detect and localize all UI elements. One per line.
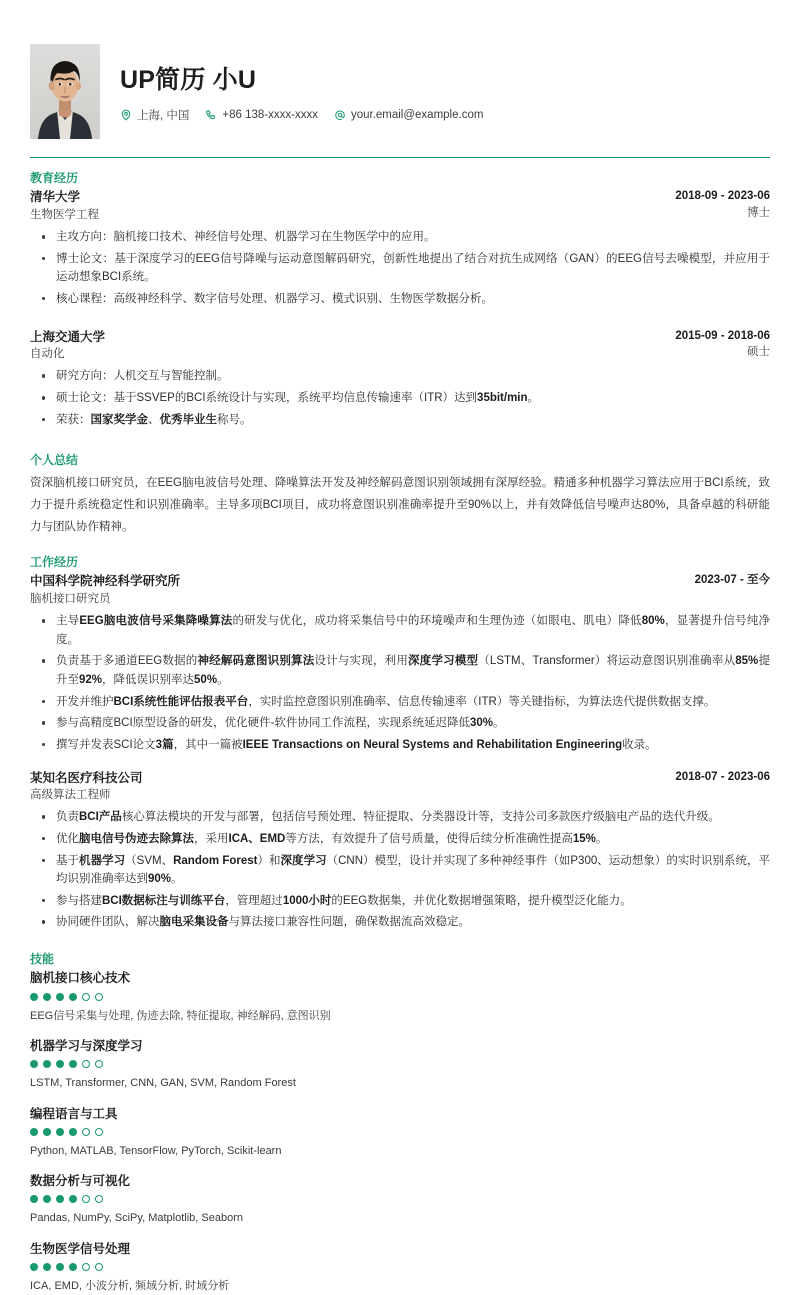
work-org: 中国科学院神经科学研究所 <box>30 574 181 589</box>
list-item: 主导EEG脑电波信号采集降噪算法的研发与优化，成功将采集信号中的环境噪声和生理伪迹（如眼电、肌电）降低80%，显著提升信号纯净度。 <box>30 612 770 649</box>
education-bullets <box>30 228 770 309</box>
dot-filled <box>43 1263 51 1271</box>
contact-list <box>120 107 770 123</box>
work-entry <box>30 572 770 754</box>
education-major: 自动化 <box>30 347 65 360</box>
section-title-summary: 个人总结 <box>30 453 79 468</box>
list-item: 负责基于多通道EEG数据的神经解码意图识别算法设计与实现，利用深度学习模型（LSTM、Transformer）将运动意图识别准确率从85%提升至92%，降低误识别率达50%。 <box>30 652 770 689</box>
list-item: 参与搭建BCI数据标注与训练平台，管理超过1000小时的EEG数据集，并优化数据增强策略，提升模型泛化能力。 <box>30 892 770 911</box>
dot-empty <box>82 1060 90 1068</box>
education-degree: 博士 <box>747 207 770 220</box>
work-bullets <box>30 612 770 754</box>
list-item: 优化脑电信号伪迹去除算法，采用ICA、EMD等方法，有效提升了信号质量，使得后续分析准确性提高15%。 <box>30 830 770 849</box>
dot-filled <box>69 1128 77 1136</box>
work-role: 脑机接口研究员 <box>30 592 111 605</box>
section-title-work: 工作经历 <box>30 554 79 569</box>
skill-detail: Pandas, NumPy, SciPy, Matplotlib, Seaborn <box>30 1212 243 1225</box>
list-item: 参与高精度BCI原型设备的研发，优化硬件-软件协同工作流程，实现系统延迟降低30%。 <box>30 714 770 733</box>
work-date: 2018-07 - 2023-06 <box>675 770 770 783</box>
dot-filled <box>56 1060 64 1068</box>
contact-email-text: your.email@example.com <box>350 108 484 121</box>
dot-filled <box>56 1128 64 1136</box>
dot-empty <box>95 1128 103 1136</box>
skill-name: 数据分析与可视化 <box>30 1174 131 1189</box>
dot-empty <box>95 993 103 1001</box>
dot-empty <box>95 1060 103 1068</box>
education-entry <box>30 188 770 308</box>
dot-filled <box>30 1195 38 1203</box>
skill-item <box>30 1105 770 1160</box>
section-title-education: 教育经历 <box>30 171 79 185</box>
skill-name: 脑机接口核心技术 <box>30 971 131 986</box>
skill-name: 编程语言与工具 <box>30 1106 118 1121</box>
skill-name: 机器学习与深度学习 <box>30 1039 143 1054</box>
dot-empty <box>95 1195 103 1203</box>
dot-filled <box>69 1263 77 1271</box>
education-org: 清华大学 <box>30 190 81 205</box>
dot-empty <box>95 1263 103 1271</box>
education-major: 生物医学工程 <box>30 208 99 221</box>
dot-filled <box>30 1128 38 1136</box>
education-bullets <box>30 367 770 429</box>
skill-detail: Python, MATLAB, TensorFlow, PyTorch, Scikit-learn <box>30 1144 282 1157</box>
page-title: UP简历 小U <box>120 65 257 94</box>
contact-email <box>334 109 483 121</box>
contact-phone <box>205 109 318 121</box>
dot-filled <box>43 1060 51 1068</box>
education-date: 2015-09 - 2018-06 <box>675 329 770 342</box>
dot-filled <box>69 993 77 1001</box>
skill-level-dots <box>30 1195 770 1203</box>
work-role: 高级算法工程师 <box>30 788 111 801</box>
education-date: 2018-09 - 2023-06 <box>675 190 770 203</box>
skill-item <box>30 1240 770 1295</box>
skill-item <box>30 969 770 1024</box>
list-item: 协同硬件团队，解决脑电采集设备与算法接口兼容性问题，确保数据流高效稳定。 <box>30 913 770 932</box>
skill-name: 生物医学信号处理 <box>30 1241 131 1256</box>
location-pin-icon <box>120 109 132 121</box>
list-item: 基于机器学习（SVM、Random Forest）和深度学习（CNN）模型，设计并实现了多种神经事件（如P300、运动想象）的实时识别系统，平均识别准确率达到90%。 <box>30 852 770 889</box>
skill-item <box>30 1037 770 1092</box>
list-item: 主攻方向：脑机接口技术、神经信号处理、机器学习在生物医学中的应用。 <box>30 228 770 247</box>
work-org: 某知名医疗科技公司 <box>30 770 143 785</box>
skill-detail: LSTM, Transformer, CNN, GAN, SVM, Random Forest <box>30 1077 296 1090</box>
contact-phone-text: +86 138-xxxx-xxxx <box>222 108 318 121</box>
list-item: 研究方向：人机交互与智能控制。 <box>30 367 770 386</box>
dot-filled <box>30 1060 38 1068</box>
list-item: 撰写并发表SCI论文3篇，其中一篇被IEEE Transactions on Neural Systems and Rehabilitation Engineering收录。 <box>30 736 770 755</box>
resume-header <box>22 34 778 153</box>
work-date: 2023-07 - 至今 <box>694 574 770 587</box>
contact-location-text: 上海, 中国 <box>137 109 190 122</box>
header-divider <box>30 157 770 158</box>
dot-filled <box>56 1263 64 1271</box>
avatar <box>30 44 100 139</box>
summary-text: 资深脑机接口研究员，在EEG脑电波信号处理、降噪算法开发及神经解码意图识别领域拥有深厚经验。精通多种机器学习算法应用于BCI系统，致力于提升系统稳定性和识别准确率。主导多项BCI项目，成功将意图识别准确率提升至90%以上，并有效降低信号噪声达80%，具备卓越的科研能力与团队协作精神。 <box>30 476 770 533</box>
dot-filled <box>43 1128 51 1136</box>
skill-detail: EEG信号采集与处理, 伪迹去除, 特征提取, 神经解码, 意图识别 <box>30 1009 331 1022</box>
skill-level-dots <box>30 993 770 1001</box>
section-summary <box>22 452 778 538</box>
skill-item <box>30 1172 770 1227</box>
dot-empty <box>82 993 90 1001</box>
education-degree: 硕士 <box>747 346 770 359</box>
dot-empty <box>82 1195 90 1203</box>
skill-level-dots <box>30 1263 770 1271</box>
section-skills <box>22 951 778 1295</box>
skill-level-dots <box>30 1128 770 1136</box>
list-item: 开发并维护BCI系统性能评估报表平台，实时监控意图识别准确率、信息传输速率（ITR）等关键指标，为算法迭代提供数据支撑。 <box>30 693 770 712</box>
skill-level-dots <box>30 1060 770 1068</box>
dot-filled <box>43 993 51 1001</box>
list-item: 博士论文：基于深度学习的EEG信号降噪与运动意图解码研究，创新性地提出了结合对抗生成网络（GAN）的EEG信号去噪模型，并应用于运动想象BCI系统。 <box>30 250 770 287</box>
dot-empty <box>82 1263 90 1271</box>
section-title-skills: 技能 <box>30 952 55 967</box>
dot-filled <box>56 993 64 1001</box>
dot-filled <box>43 1195 51 1203</box>
education-entry <box>30 328 770 430</box>
list-item: 荣获：国家奖学金、优秀毕业生称号。 <box>30 411 770 430</box>
dot-filled <box>69 1195 77 1203</box>
section-work <box>22 554 778 932</box>
dot-filled <box>30 993 38 1001</box>
contact-location <box>120 107 189 123</box>
section-education <box>22 170 778 429</box>
header-text <box>120 61 770 123</box>
work-entry <box>30 769 770 933</box>
work-bullets <box>30 808 770 932</box>
dot-empty <box>82 1128 90 1136</box>
list-item: 负责BCI产品核心算法模块的开发与部署，包括信号预处理、特征提取、分类器设计等，支持公司多款医疗级脑电产品的迭代升级。 <box>30 808 770 827</box>
dot-filled <box>56 1195 64 1203</box>
phone-icon <box>205 109 217 121</box>
list-item: 硕士论文：基于SSVEP的BCI系统设计与实现，系统平均信息传输速率（ITR）达到35bit/min。 <box>30 389 770 408</box>
dot-filled <box>69 1060 77 1068</box>
dot-filled <box>30 1263 38 1271</box>
email-at-icon <box>334 109 346 121</box>
list-item: 核心课程：高级神经科学、数字信号处理、机器学习、模式识别、生物医学数据分析。 <box>30 290 770 309</box>
education-org: 上海交通大学 <box>30 329 106 344</box>
skill-detail: ICA, EMD, 小波分析, 频域分析, 时域分析 <box>30 1280 230 1293</box>
